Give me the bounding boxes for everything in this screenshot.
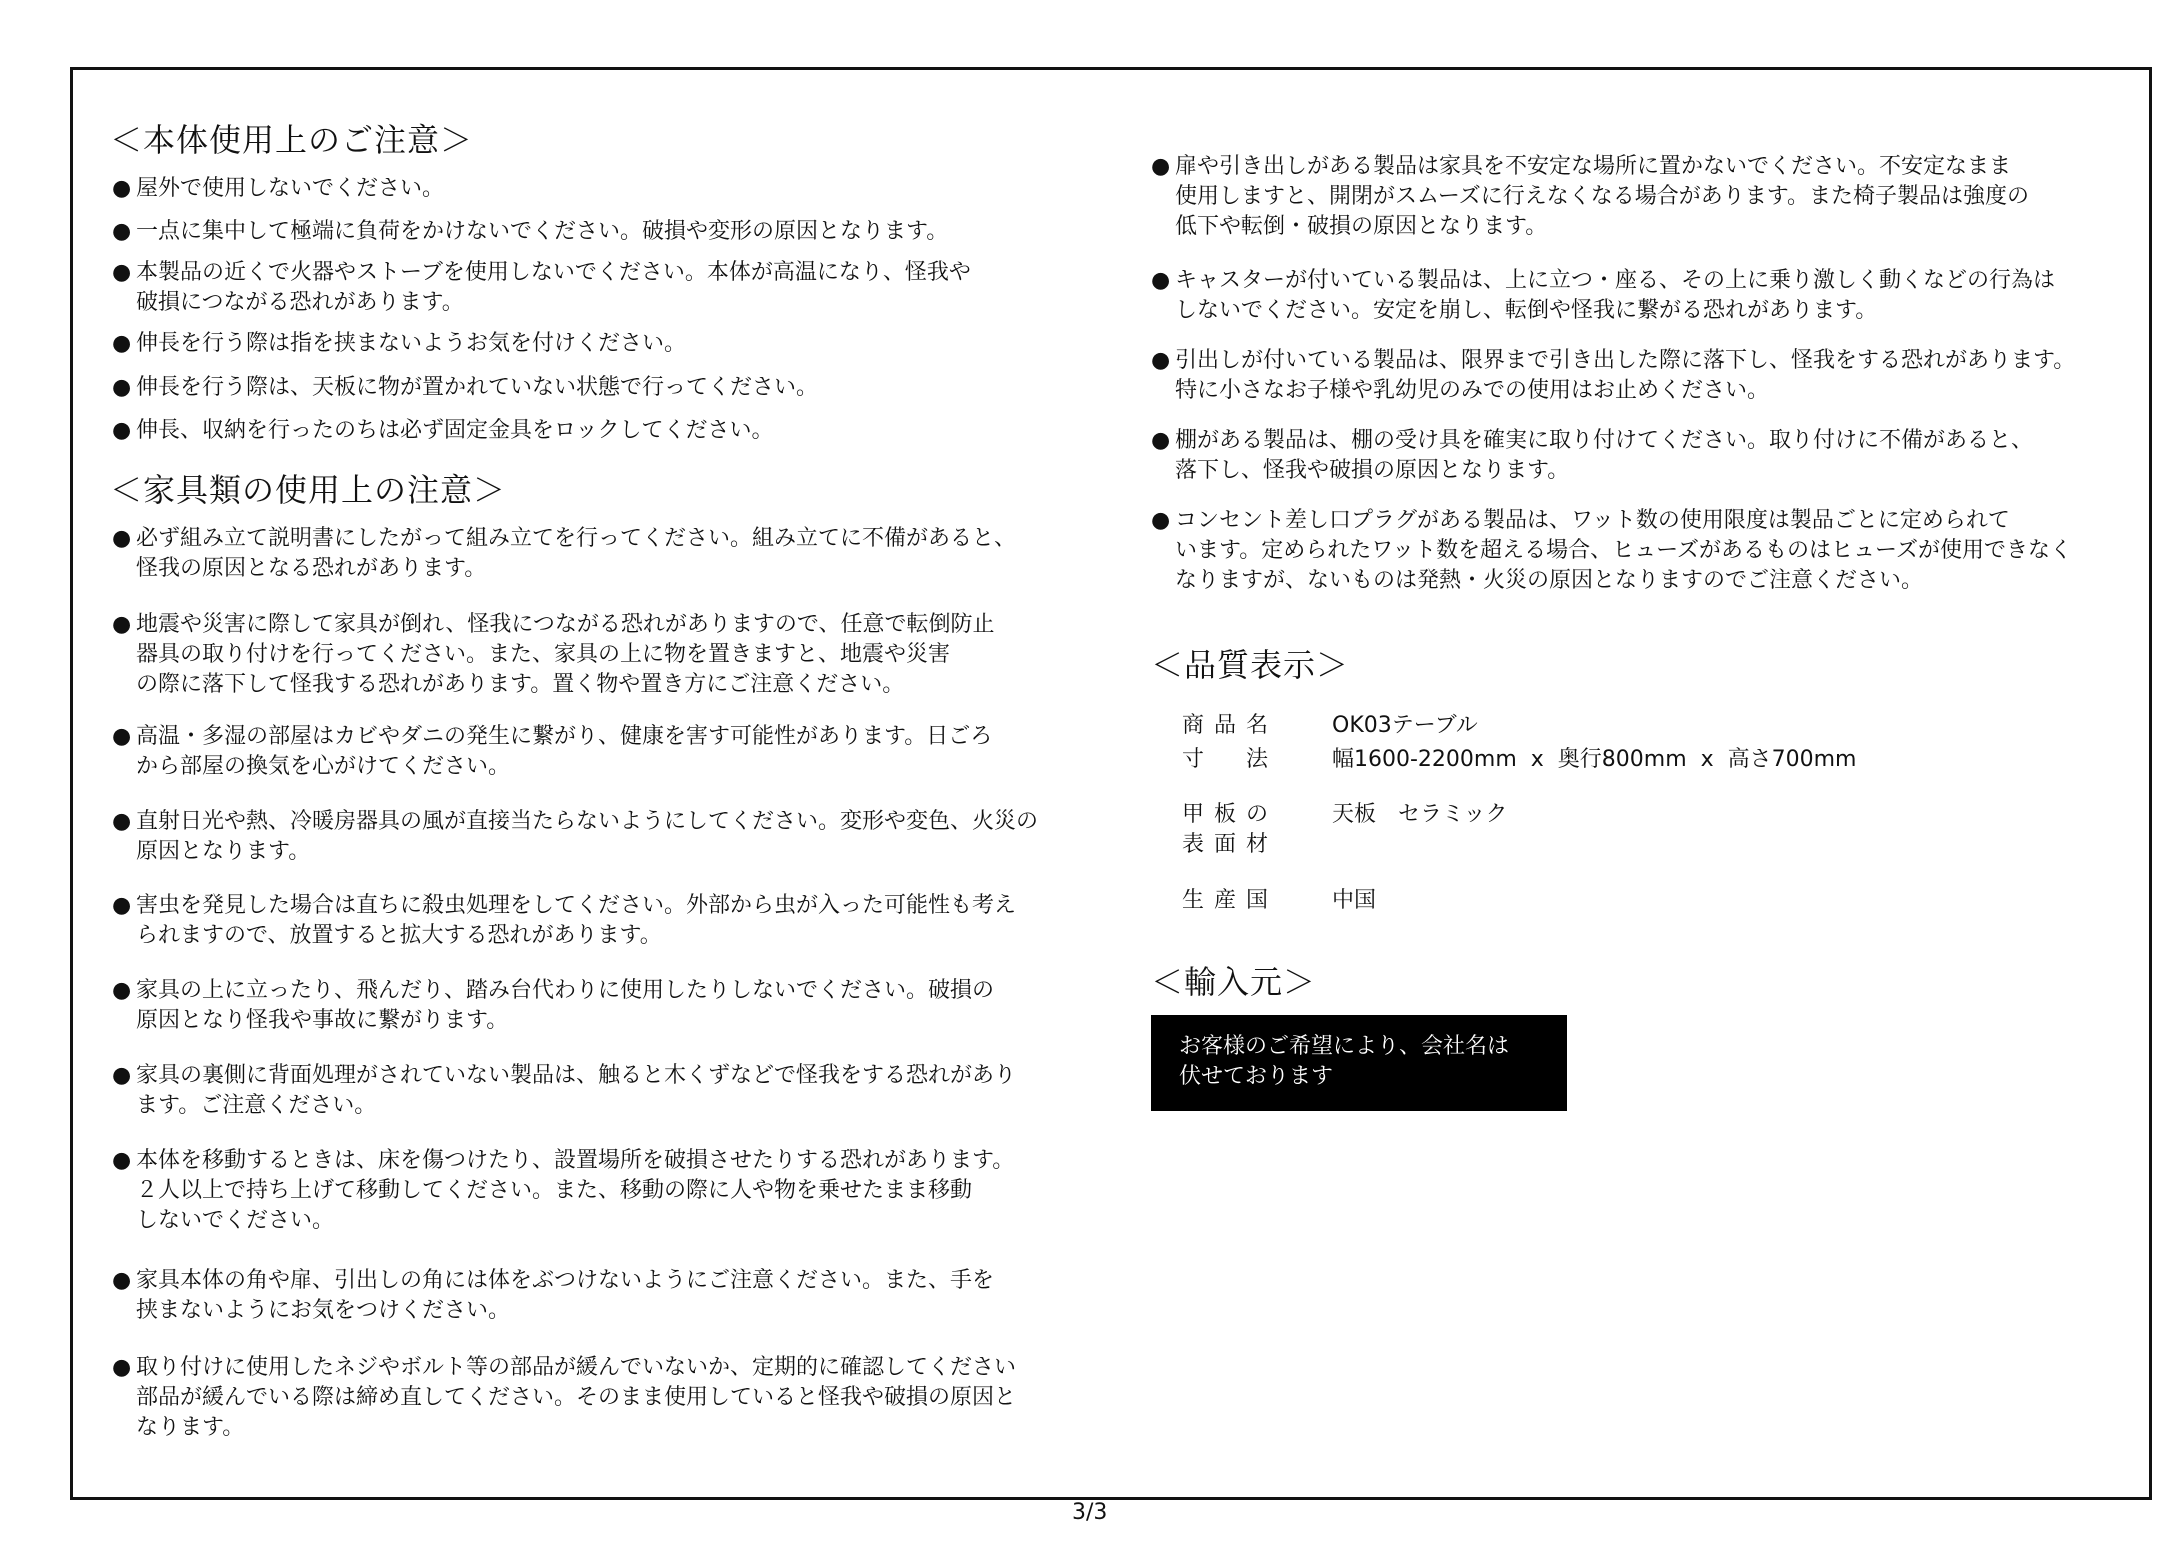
caution-item (1151, 506, 2072, 596)
caution-text: 害虫を発見した場合は直ちに殺虫処理をしてください。外部から虫が入った可能性も考え (136, 893, 1017, 918)
caution-text: 地震や災害に際して家具が倒れ、怪我につながる恐れがありますので、任意で転倒防止 (136, 612, 995, 637)
caution-item (112, 416, 774, 446)
bullet-icon: ● (112, 176, 132, 201)
caution-item (1151, 426, 2033, 486)
caution-text: 屋外で使用しないでください。 (136, 176, 445, 201)
caution-text: 家具本体の角や扉、引出しの角には体をぶつけないようにご注意ください。また、手を (136, 1268, 995, 1293)
quality-label-text: 生産国 (1182, 888, 1279, 913)
quality-label (1182, 800, 1302, 860)
caution-text: しないでください。 (136, 1208, 335, 1233)
bullet-icon: ● (1151, 268, 1171, 293)
caution-item (112, 1266, 994, 1326)
caution-text: コンセント差し口プラグがある製品は、ワット数の使用限度は製品ごとに定められて (1175, 508, 2010, 533)
caution-text: られますので、放置すると拡大する恐れがあります。 (136, 923, 662, 948)
caution-line (112, 1176, 1014, 1206)
bullet-icon: ● (1151, 154, 1171, 179)
caution-text: キャスターが付いている製品は、上に立つ・座る、その上に乗り激しく動くなどの行為は (1175, 268, 2056, 293)
caution-line (112, 891, 1016, 921)
importer-line: 伏せております (1179, 1064, 1334, 1089)
caution-item (112, 891, 1016, 951)
caution-line (1151, 346, 2075, 376)
caution-line (1151, 536, 2072, 566)
heading-main-body-cautions: ＜本体使用上のご注意＞ (110, 121, 474, 159)
caution-line (112, 1061, 1016, 1091)
page-number: 3/3 (1072, 1500, 1108, 1525)
caution-line (112, 217, 948, 247)
caution-item (112, 1146, 1014, 1236)
caution-item (112, 258, 971, 318)
bullet-icon: ● (112, 418, 132, 443)
heading-furniture-cautions: ＜家具類の使用上の注意＞ (110, 471, 507, 509)
bullet-icon: ● (112, 809, 132, 834)
caution-line (112, 416, 774, 446)
caution-line (112, 1206, 1014, 1236)
caution-item (1151, 346, 2075, 406)
bullet-icon: ● (112, 1148, 132, 1173)
bullet-icon: ● (112, 331, 132, 356)
caution-text: 棚がある製品は、棚の受け具を確実に取り付けてください。取り付けに不備があると、 (1175, 428, 2034, 453)
quality-row (1182, 886, 1882, 946)
caution-text: 扉や引き出しがある製品は家具を不安定な場所に置かないでください。不安定なまま (1175, 154, 2012, 179)
caution-text: 部品が緩んでいる際は締め直してください。そのまま使用していると怪我や破損の原因と (136, 1385, 1017, 1410)
caution-line (112, 1091, 1016, 1121)
caution-text: ます。ご注意ください。 (136, 1093, 377, 1118)
caution-line (1151, 376, 2075, 406)
caution-item (112, 722, 992, 782)
caution-line (1151, 266, 2055, 296)
caution-item (112, 610, 994, 700)
caution-text: います。定められたワット数を超える場合、ヒューズがあるものはヒューズが使用できなく (1175, 538, 2072, 563)
caution-item (112, 373, 818, 403)
caution-line (112, 752, 992, 782)
caution-text: なります。 (136, 1415, 245, 1440)
caution-item (112, 1353, 1016, 1443)
caution-text: 伸長を行う際は、天板に物が置かれていない状態で行ってください。 (136, 375, 819, 400)
caution-line (1151, 426, 2033, 456)
caution-text: 原因となります。 (136, 839, 311, 864)
importer-box (1151, 1015, 1567, 1111)
caution-item (112, 524, 1016, 584)
importer-line: お客様のご希望により、会社名は (1179, 1034, 1510, 1059)
caution-item (112, 807, 1038, 867)
quality-row (1182, 800, 1882, 860)
caution-text: 一点に集中して極端に負荷をかけないでください。破損や変形の原因となります。 (136, 219, 949, 244)
caution-text: 家具の上に立ったり、飛んだり、踏み台代わりに使用したりしないでください。破損の (136, 978, 995, 1003)
bullet-icon: ● (112, 724, 132, 749)
caution-item (112, 217, 948, 247)
caution-line (112, 174, 444, 204)
caution-text: ２人以上で持ち上げて移動してください。また、移動の際に人や物を乗せたまま移動 (136, 1178, 973, 1203)
caution-text: 引出しが付いている製品は、限界まで引き出した際に落下し、怪我をする恐れがあります。 (1175, 348, 2076, 373)
bullet-icon: ● (1151, 428, 1171, 453)
quality-row (1182, 745, 1882, 805)
caution-text: 落下し、怪我や破損の原因となります。 (1175, 458, 1570, 483)
caution-line (112, 610, 994, 640)
quality-value: OK03テーブル (1332, 713, 1478, 738)
caution-line (112, 976, 994, 1006)
bullet-icon: ● (112, 1268, 132, 1293)
caution-text: 破損につながる恐れがあります。 (136, 290, 464, 315)
caution-line (112, 258, 971, 288)
caution-line (112, 1413, 1016, 1443)
heading-importer: ＜輸入元＞ (1151, 963, 1317, 1001)
caution-line (1151, 212, 2029, 242)
caution-line (1151, 456, 2033, 486)
caution-text: 本体を移動するときは、床を傷つけたり、設置場所を破損させたりする恐れがあります。 (136, 1148, 1015, 1173)
caution-text: 低下や転倒・破損の原因となります。 (1175, 214, 1548, 239)
caution-line (1151, 506, 2072, 536)
caution-line (112, 1353, 1016, 1383)
caution-text: 使用しますと、開閉がスムーズに行えなくなる場合があります。また椅子製品は強度の (1175, 184, 2030, 209)
caution-text: から部屋の換気を心がけてください。 (136, 754, 511, 779)
quality-label-text: 表面材 (1182, 832, 1279, 857)
caution-line (112, 1266, 994, 1296)
caution-text: 高温・多湿の部屋はカビやダニの発生に繋がり、健康を害す可能性があります。日ごろ (136, 724, 993, 749)
caution-line (112, 921, 1016, 951)
caution-line (112, 554, 1016, 584)
caution-line (1151, 182, 2029, 212)
caution-line (112, 807, 1038, 837)
caution-item (112, 976, 994, 1036)
caution-text: 怪我の原因となる恐れがあります。 (136, 556, 487, 581)
quality-label-text: 寸 法 (1182, 747, 1279, 772)
caution-item (1151, 266, 2055, 326)
caution-line (112, 524, 1016, 554)
caution-line (1151, 566, 2072, 596)
caution-line (112, 640, 994, 670)
caution-text: 本製品の近くで火器やストーブを使用しないでください。本体が高温になり、怪我や (136, 260, 971, 285)
bullet-icon: ● (112, 1355, 132, 1380)
bullet-icon: ● (112, 893, 132, 918)
caution-text: 必ず組み立て説明書にしたがって組み立てを行ってください。組み立てに不備があると、 (136, 526, 1017, 551)
caution-text: 伸長、収納を行ったのちは必ず固定金具をロックしてください。 (136, 418, 774, 443)
caution-text: 直射日光や熱、冷暖房器具の風が直接当たらないようにしてください。変形や変色、火災の (136, 809, 1039, 834)
caution-text: 特に小さなお子様や乳幼児のみでの使用はお止めください。 (1175, 378, 1770, 403)
quality-label-text: 商品名 (1182, 713, 1279, 738)
caution-text: なりますが、ないものは発熱・火災の原因となりますのでご注意ください。 (1175, 568, 1924, 593)
caution-text: の際に落下して怪我する恐れがあります。置く物や置き方にご注意ください。 (136, 672, 905, 697)
caution-line (112, 1146, 1014, 1176)
caution-line (112, 837, 1038, 867)
caution-line (112, 1296, 994, 1326)
bullet-icon: ● (112, 260, 132, 285)
caution-line (112, 1383, 1016, 1413)
bullet-icon: ● (1151, 348, 1171, 373)
caution-item (1151, 152, 2029, 242)
quality-value: 幅1600-2200mm x 奥行800mm x 高さ700mm (1332, 747, 1857, 772)
caution-line (1151, 296, 2055, 326)
quality-label (1182, 745, 1302, 775)
quality-label-text: 甲板の (1182, 802, 1279, 827)
caution-text: 取り付けに使用したネジやボルト等の部品が緩んでいないか、定期的に確認してください (136, 1355, 1017, 1380)
bullet-icon: ● (112, 612, 132, 637)
bullet-icon: ● (112, 219, 132, 244)
caution-line (112, 670, 994, 700)
quality-label (1182, 886, 1302, 916)
bullet-icon: ● (112, 526, 132, 551)
caution-line (1151, 152, 2029, 182)
quality-value: 天板 セラミック (1332, 802, 1508, 827)
caution-line (112, 722, 992, 752)
caution-item (112, 1061, 1016, 1121)
caution-item (112, 329, 686, 359)
caution-line (112, 288, 971, 318)
bullet-icon: ● (112, 375, 132, 400)
caution-text: 原因となり怪我や事故に繋がります。 (136, 1008, 509, 1033)
caution-item (112, 174, 444, 204)
caution-line (112, 373, 818, 403)
heading-quality-label: ＜品質表示＞ (1151, 646, 1350, 684)
caution-text: 器具の取り付けを行ってください。また、家具の上に物を置きますと、地震や災害 (136, 642, 951, 667)
quality-value: 中国 (1332, 888, 1377, 913)
quality-label (1182, 711, 1302, 741)
caution-text: 家具の裏側に背面処理がされていない製品は、触ると木くずなどで怪我をする恐れがあり (136, 1063, 1017, 1088)
bullet-icon: ● (112, 978, 132, 1003)
caution-line (112, 1006, 994, 1036)
bullet-icon: ● (112, 1063, 132, 1088)
caution-text: しないでください。安定を崩し、転倒や怪我に繋がる恐れがあります。 (1175, 298, 1878, 323)
caution-text: 挟まないようにお気をつけください。 (136, 1298, 511, 1323)
caution-text: 伸長を行う際は指を挟まないようお気を付けください。 (136, 331, 687, 356)
bullet-icon: ● (1151, 508, 1171, 533)
caution-line (112, 329, 686, 359)
